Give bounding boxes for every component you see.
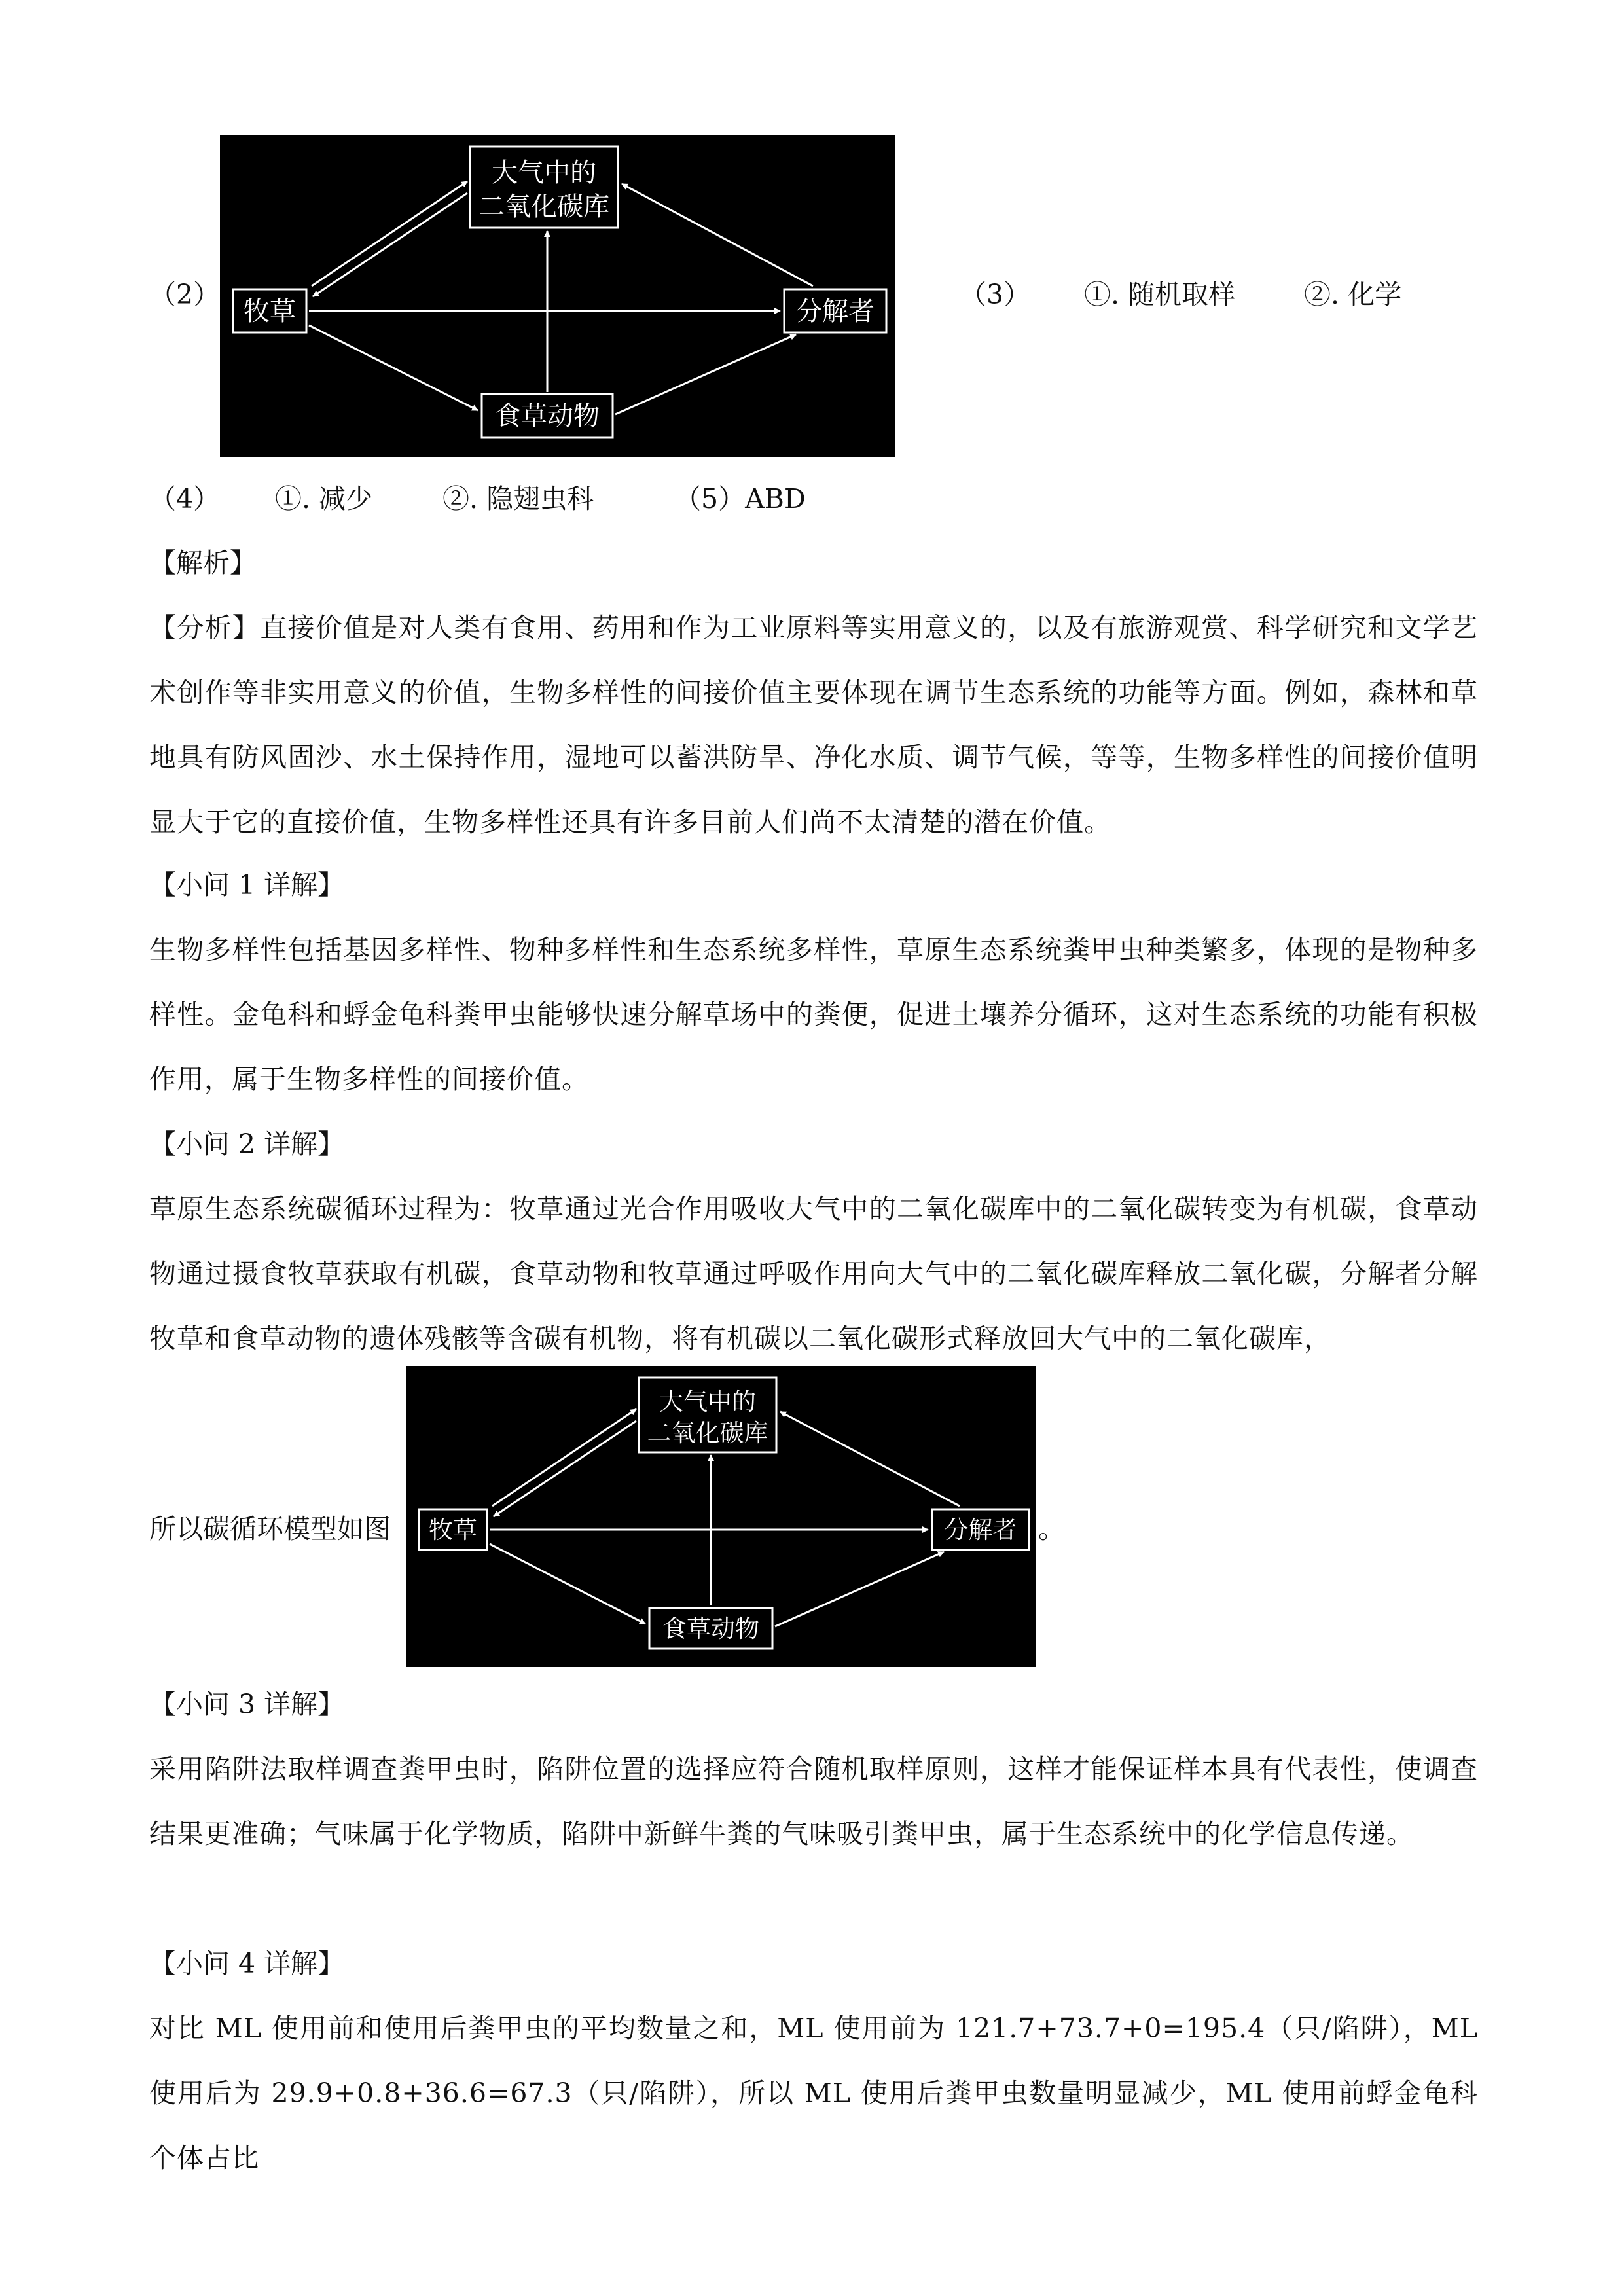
carbon-cycle-diagram-1 [220,135,895,457]
q4-label: （4） [149,483,221,514]
carbon-cycle-diagram-2 [406,1366,1036,1667]
sub1-heading: 【小问 1 详解】 [149,869,345,901]
sub2-tail-text: 所以碳循环模型如图 [149,1513,391,1545]
arrow-atmosphere-to-pasture [494,1421,636,1516]
atmosphere-line2: 二氧化碳库 [647,1419,768,1447]
sub1-paragraph: 生物多样性包括基因多样性、物种多样性和生态系统多样性，草原生态系统粪甲虫种类繁多，体现的是物种多样性。金龟科和蜉金龟科粪甲虫能够快速分解草场中的粪便，促进土壤养分循环，这对生态系统的功能有积极作用，属于生物多样性的间接价值。 [149,934,1478,1095]
atmosphere-line2: 二氧化碳库 [478,192,609,222]
decomposer-label: 分解者 [796,296,875,327]
herbivore-label: 食草动物 [495,401,600,431]
sub4-paragraph: 对比 ML 使用前和使用后粪甲虫的平均数量之和，ML 使用前为 121.7+73.7+0=195.4（只/陷阱），ML 使用后为 29.9+0.8+36.6=67.3（只/陷阱），所以 ML 使用后粪甲虫数量明显减少，ML 使用前蜉金龟科个体占比 [149,2013,1478,2174]
q3-answer-1: ①. 随机取样 [1084,279,1236,310]
atmosphere-line1: 大气中的 [492,158,596,188]
atmosphere-line1: 大气中的 [659,1388,756,1416]
sub2-paragraph: 草原生态系统碳循环过程为：牧草通过光合作用吸收大气中的二氧化碳库中的二氧化碳转变为有机碳，食草动物通过摄食牧草获取有机碳，食草动物和牧草通过呼吸作用向大气中的二氧化碳库释放二氧化碳，分解者分解牧草和食草动物的遗体残骸等含碳有机物，将有机碳以二氧化碳形式释放回大气中的二氧化碳库， [149,1193,1478,1354]
pasture-label: 牧草 [244,296,296,327]
sub2-heading: 【小问 2 详解】 [149,1128,345,1160]
arrow-pasture-to-atmosphere [492,1409,636,1506]
sub3-heading: 【小问 3 详解】 [149,1689,345,1720]
arrow-atmosphere-to-pasture [313,193,467,296]
decomposer-label: 分解者 [944,1516,1017,1544]
pasture-label: 牧草 [429,1516,477,1544]
jiexi-heading: 【解析】 [149,547,257,579]
arrow-decomposer-to-atmosphere [780,1412,960,1506]
q4-answer-2: ②. 隐翅虫科 [442,483,594,514]
arrow-pasture-to-atmosphere [312,181,467,286]
arrow-herbivore-to-decomposer [615,334,796,414]
arrow-pasture-to-herbivore [490,1544,645,1624]
q4-answer-1: ①. 减少 [275,483,373,514]
analysis-paragraph: 【分析】直接价值是对人类有食用、药用和作为工业原料等实用意义的，以及有旅游观赏、科学研究和文学艺术创作等非实用意义的价值，生物多样性的间接价值主要体现在调节生态系统的功能等方面。例如，森林和草地具有防风固沙、水土保持作用，湿地可以蓄洪防旱、净化水质、调节气候，等等，生物多样性的间接价值明显大于它的直接价值，生物多样性还具有许多目前人们尚不太清楚的潜在价值。 [149,612,1478,838]
sub2-tail-period: 。 [1038,1513,1065,1545]
arrow-herbivore-to-decomposer [775,1552,944,1626]
herbivore-label: 食草动物 [662,1615,759,1643]
arrow-pasture-to-herbivore [309,325,478,410]
q2-label: （2） [149,279,221,310]
sub4-heading: 【小问 4 详解】 [149,1948,345,1979]
q3-label: （3） [960,279,1031,310]
q5-answer: （5）ABD [674,483,806,514]
sub3-paragraph: 采用陷阱法取样调查粪甲虫时，陷阱位置的选择应符合随机取样原则，这样才能保证样本具有代表性，使调查结果更准确；气味属于化学物质，陷阱中新鲜牛粪的气味吸引粪甲虫，属于生态系统中的化学信息传递。 [149,1753,1478,1850]
q3-answer-2: ②. 化学 [1304,279,1402,310]
arrow-decomposer-to-atmosphere [622,184,813,286]
